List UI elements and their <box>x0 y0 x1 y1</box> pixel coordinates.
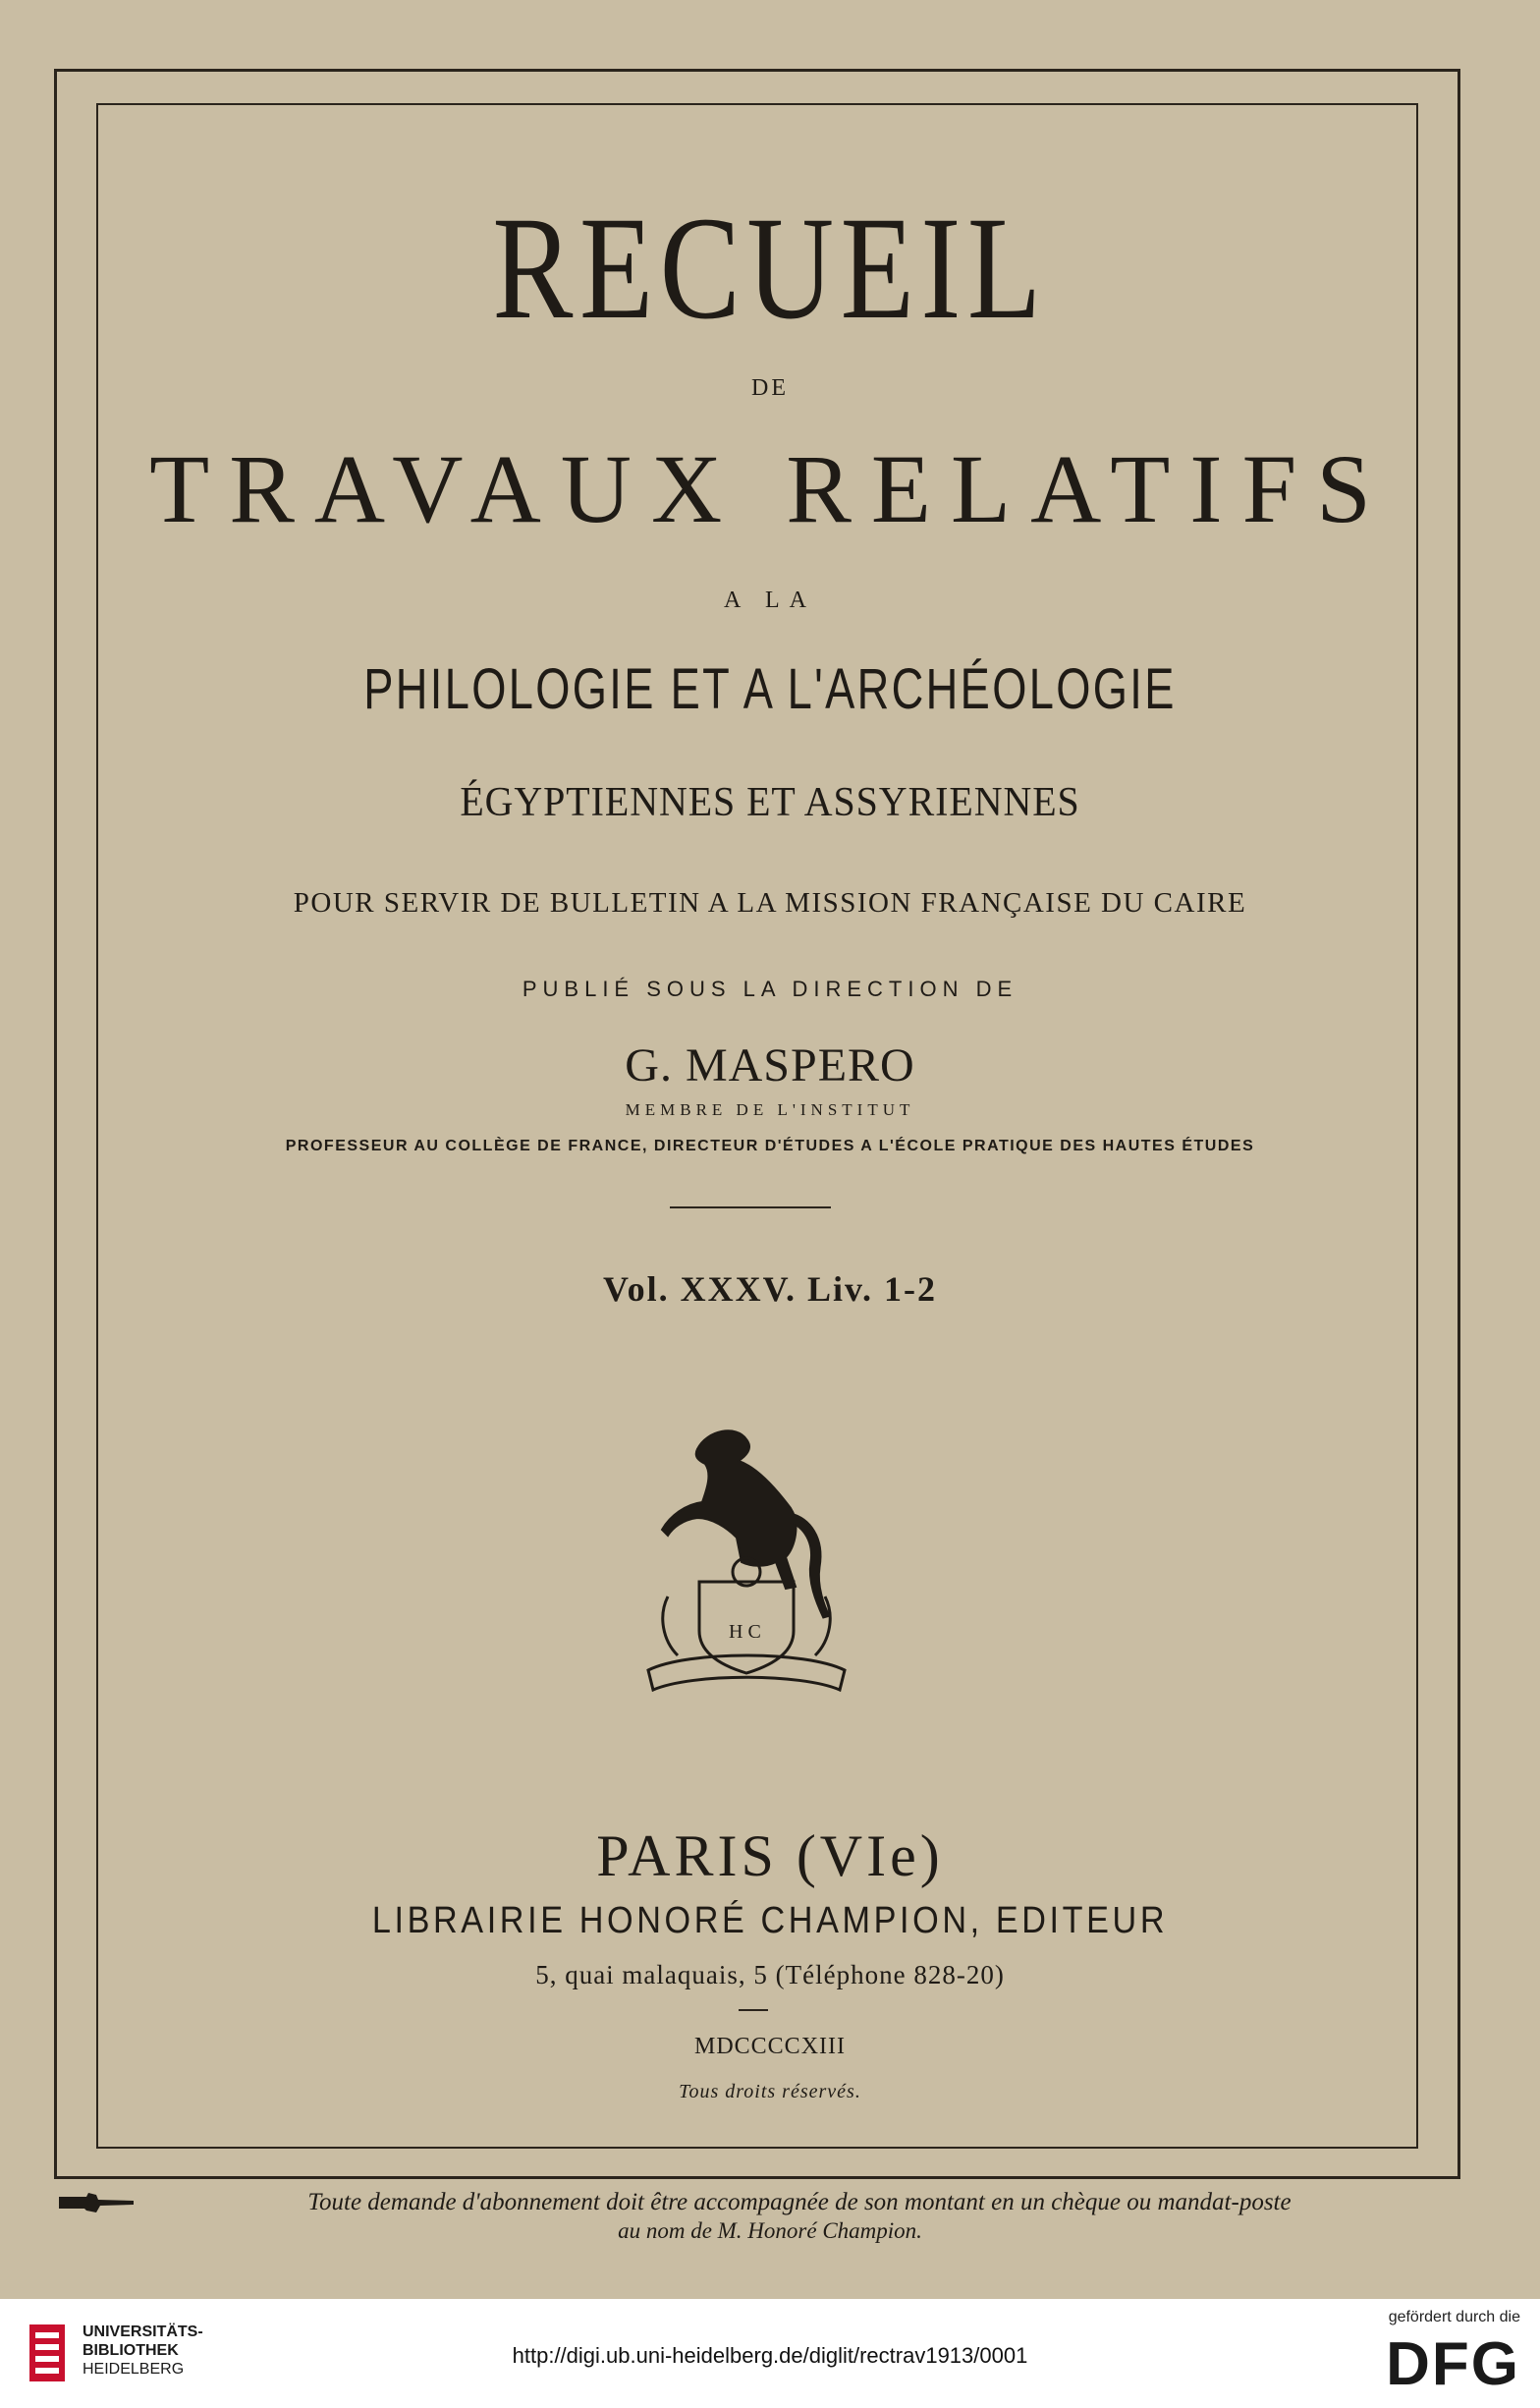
main-title: RECUEIL <box>492 187 1048 350</box>
volume-line: Vol. XXXV. Liv. 1-2 <box>602 1269 938 1309</box>
publisher-address: 5, quai malaquais, 5 (Téléphone 828-20) <box>535 1960 1005 1989</box>
permalink-url[interactable]: http://digi.ub.uni-heidelberg.de/diglit/rectrav1913/0001 <box>512 2343 1028 2368</box>
subscription-notice-line2: au nom de M. Honoré Champion. <box>618 2218 922 2243</box>
editor-name: G. MASPERO <box>625 1039 915 1092</box>
publication-city: PARIS (VIe) <box>596 1823 944 1888</box>
short-divider-rule <box>739 2009 768 2011</box>
published-under-line: PUBLIÉ SOUS LA DIRECTION DE <box>522 977 1018 1001</box>
publisher-horse-emblem-icon <box>629 1420 864 1705</box>
funded-by-label: gefördert durch die <box>1388 2309 1520 2325</box>
title-connector-a-la: A LA <box>724 588 816 613</box>
purpose-line: POUR SERVIR DE BULLETIN A LA MISSION FRANÇAISE DU CAIRE <box>293 887 1247 919</box>
subtitle: TRAVAUX RELATIFS <box>149 434 1391 543</box>
emblem-initials: H C <box>729 1621 761 1643</box>
library-name-line2: BIBLIOTHEK <box>82 2342 179 2359</box>
editor-title-professor: PROFESSEUR AU COLLÈGE DE FRANCE, DIRECTEUR D'ÉTUDES A L'ÉCOLE PRATIQUE DES HAUTES ÉTUDES <box>285 1138 1255 1154</box>
library-name-line1: UNIVERSITÄTS- <box>82 2324 203 2340</box>
subscription-notice-line1: Toute demande d'abonnement doit être accompagnée de son montant en un chèque ou mandat-poste <box>307 2189 1292 2215</box>
region-line: ÉGYPTIENNES ET ASSYRIENNES <box>460 780 1080 825</box>
editor-title-institute: MEMBRE DE L'INSTITUT <box>625 1100 915 1119</box>
rights-notice: Tous droits réservés. <box>679 2081 861 2102</box>
field-line: PHILOLOGIE ET A L'ARCHÉOLOGIE <box>363 657 1177 721</box>
library-name-line3: HEIDELBERG <box>82 2361 185 2378</box>
title-connector-de: DE <box>751 375 789 401</box>
publication-year: MDCCCCXIII <box>693 2034 846 2059</box>
publisher-name: LIBRAIRIE HONORÉ CHAMPION, EDITEUR <box>371 1900 1169 1941</box>
divider-rule <box>670 1206 831 1208</box>
dfg-logo: DFG <box>1386 2330 1520 2398</box>
